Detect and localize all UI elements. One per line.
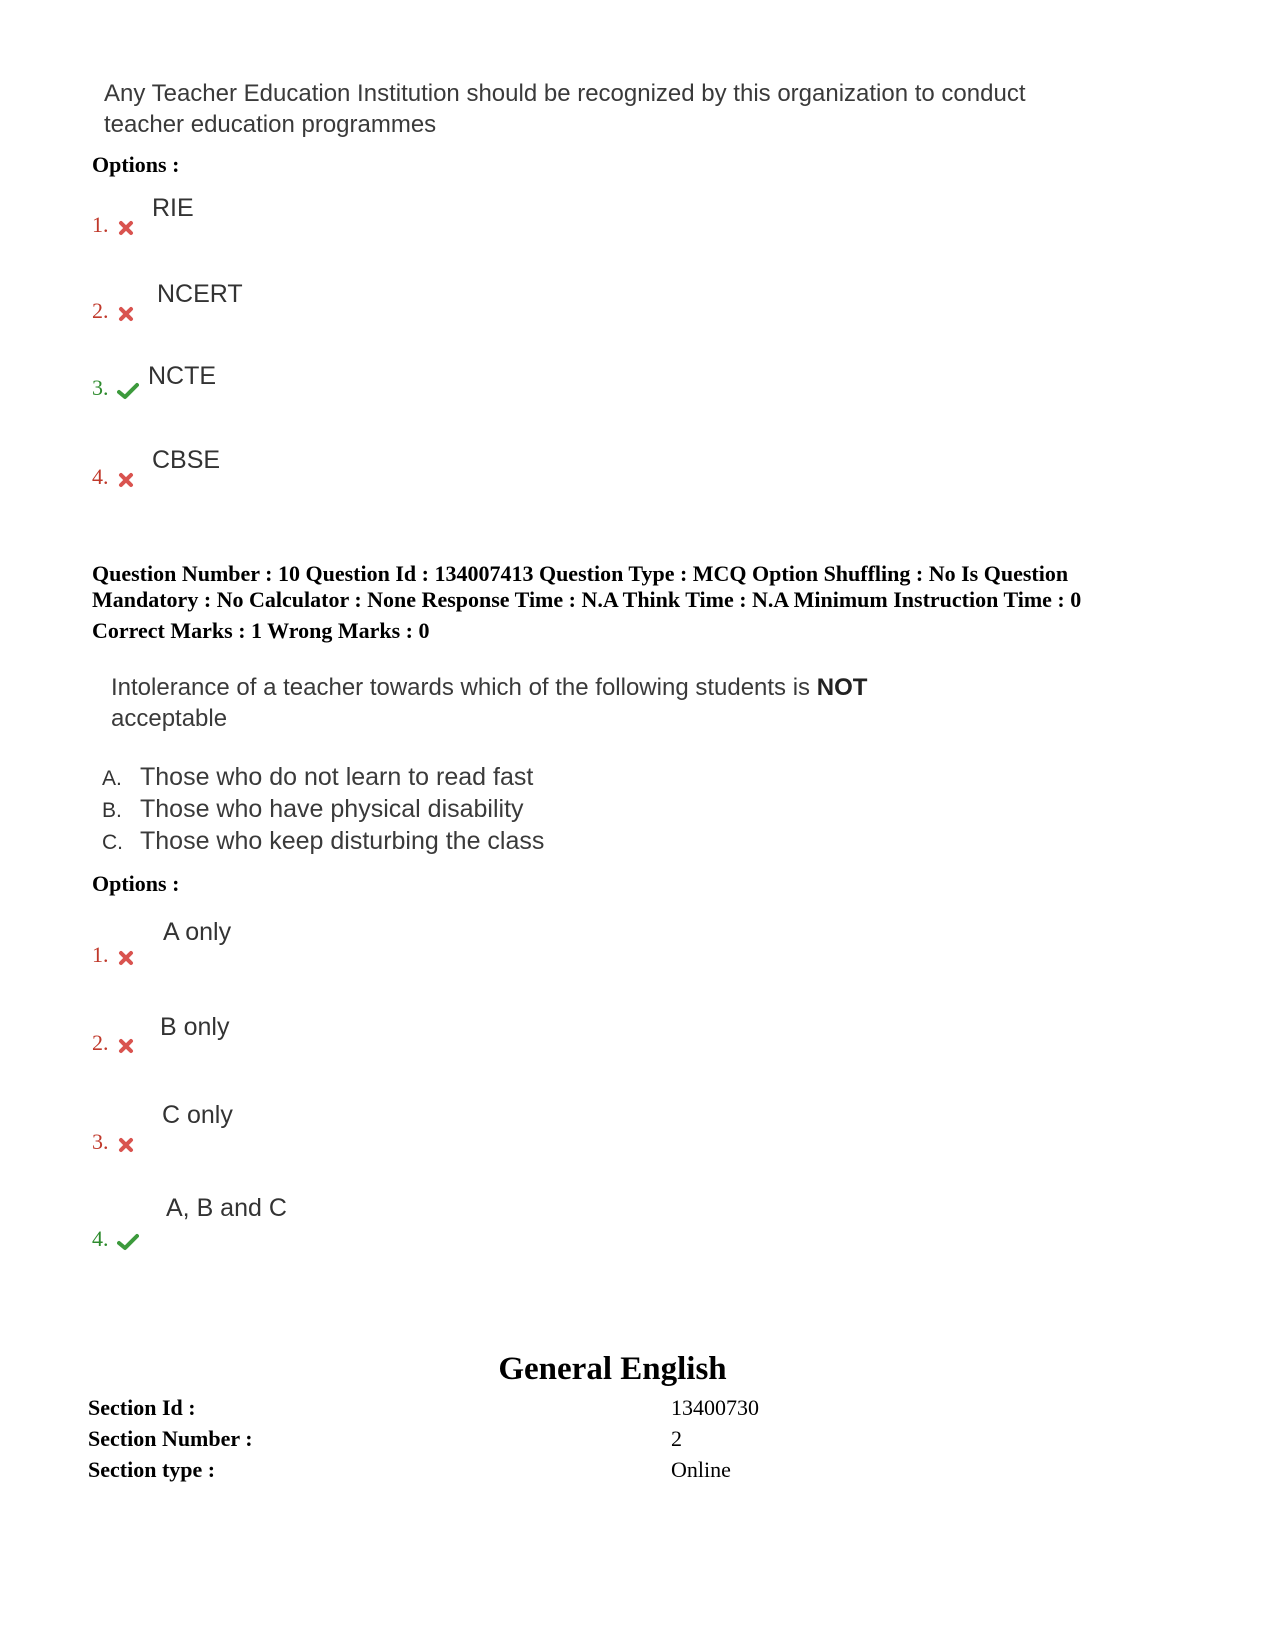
q9-option-2-text: NCERT xyxy=(157,280,243,308)
section-type-value: Online xyxy=(671,1457,731,1482)
q9-option-3[interactable] xyxy=(92,375,139,401)
option-number: 4. xyxy=(92,464,109,489)
section-id-label: Section Id : xyxy=(88,1395,196,1420)
q10-option-3-text: C only xyxy=(162,1101,233,1129)
section-number-value: 2 xyxy=(671,1426,682,1451)
section-title: General English xyxy=(498,1351,727,1387)
option-number: 2. xyxy=(92,1030,109,1055)
q10-meta: Question Number : 10 Question Id : 134007413 Question Type : MCQ Option Shuffling : No Is Question Mandatory : No Calculator : None Response Time : N.A Think Time : N.A Minimum Instruction Time : 0 xyxy=(92,561,1082,612)
section-number-label: Section Number : xyxy=(88,1426,253,1451)
q10-question-text xyxy=(111,672,1011,734)
cross-icon xyxy=(117,219,135,237)
section-id-value: 13400730 xyxy=(671,1395,759,1420)
option-number: 3. xyxy=(92,375,109,400)
cross-icon xyxy=(117,1037,135,1055)
q10-option-2-text: B only xyxy=(160,1013,230,1041)
statement-letter: B. xyxy=(102,799,122,822)
cross-icon xyxy=(117,305,135,323)
option-number: 3. xyxy=(92,1129,109,1154)
q9-option-4-text: CBSE xyxy=(152,446,221,474)
section-type-label: Section type : xyxy=(88,1457,216,1482)
cross-icon xyxy=(117,1136,135,1154)
check-icon xyxy=(117,382,139,400)
q10-question-bold: NOT xyxy=(816,674,868,701)
q9-option-4[interactable] xyxy=(92,464,135,490)
statement-text: Those who keep disturbing the class xyxy=(140,827,545,855)
option-number: 2. xyxy=(92,298,109,323)
q10-option-1[interactable] xyxy=(92,942,135,968)
q10-question-post: acceptable xyxy=(111,705,228,732)
q9-option-1-text: RIE xyxy=(152,194,194,222)
q10-question-pre: Intolerance of a teacher towards which of the following students is xyxy=(111,674,817,701)
list-item xyxy=(102,762,544,794)
q10-option-4[interactable] xyxy=(92,1226,139,1252)
q10-option-3[interactable] xyxy=(92,1129,135,1155)
q9-options-label: Options : xyxy=(92,152,180,177)
q10-marks: Correct Marks : 1 Wrong Marks : 0 xyxy=(92,618,430,643)
q9-option-1[interactable] xyxy=(92,212,135,238)
cross-icon xyxy=(117,471,135,489)
option-number: 1. xyxy=(92,942,109,967)
option-number: 4. xyxy=(92,1226,109,1251)
q9-question-text: Any Teacher Education Institution should be recognized by this organization to conduct teacher education programmes xyxy=(104,80,1026,138)
list-item xyxy=(102,794,544,826)
statement-letter: C. xyxy=(102,831,123,854)
q10-option-4-text: A, B and C xyxy=(166,1194,287,1222)
statement-text: Those who do not learn to read fast xyxy=(140,763,534,791)
q9-option-2[interactable] xyxy=(92,298,135,324)
option-number: 1. xyxy=(92,212,109,237)
statement-text: Those who have physical disability xyxy=(140,795,524,823)
q10-option-1-text: A only xyxy=(163,918,232,946)
list-item xyxy=(102,826,544,858)
q10-options-label: Options : xyxy=(92,871,180,896)
cross-icon xyxy=(117,949,135,967)
q10-statement-list xyxy=(102,762,544,858)
statement-letter: A. xyxy=(102,767,122,790)
q10-option-2[interactable] xyxy=(92,1030,135,1056)
q9-option-3-text: NCTE xyxy=(148,362,217,390)
check-icon xyxy=(117,1233,139,1251)
